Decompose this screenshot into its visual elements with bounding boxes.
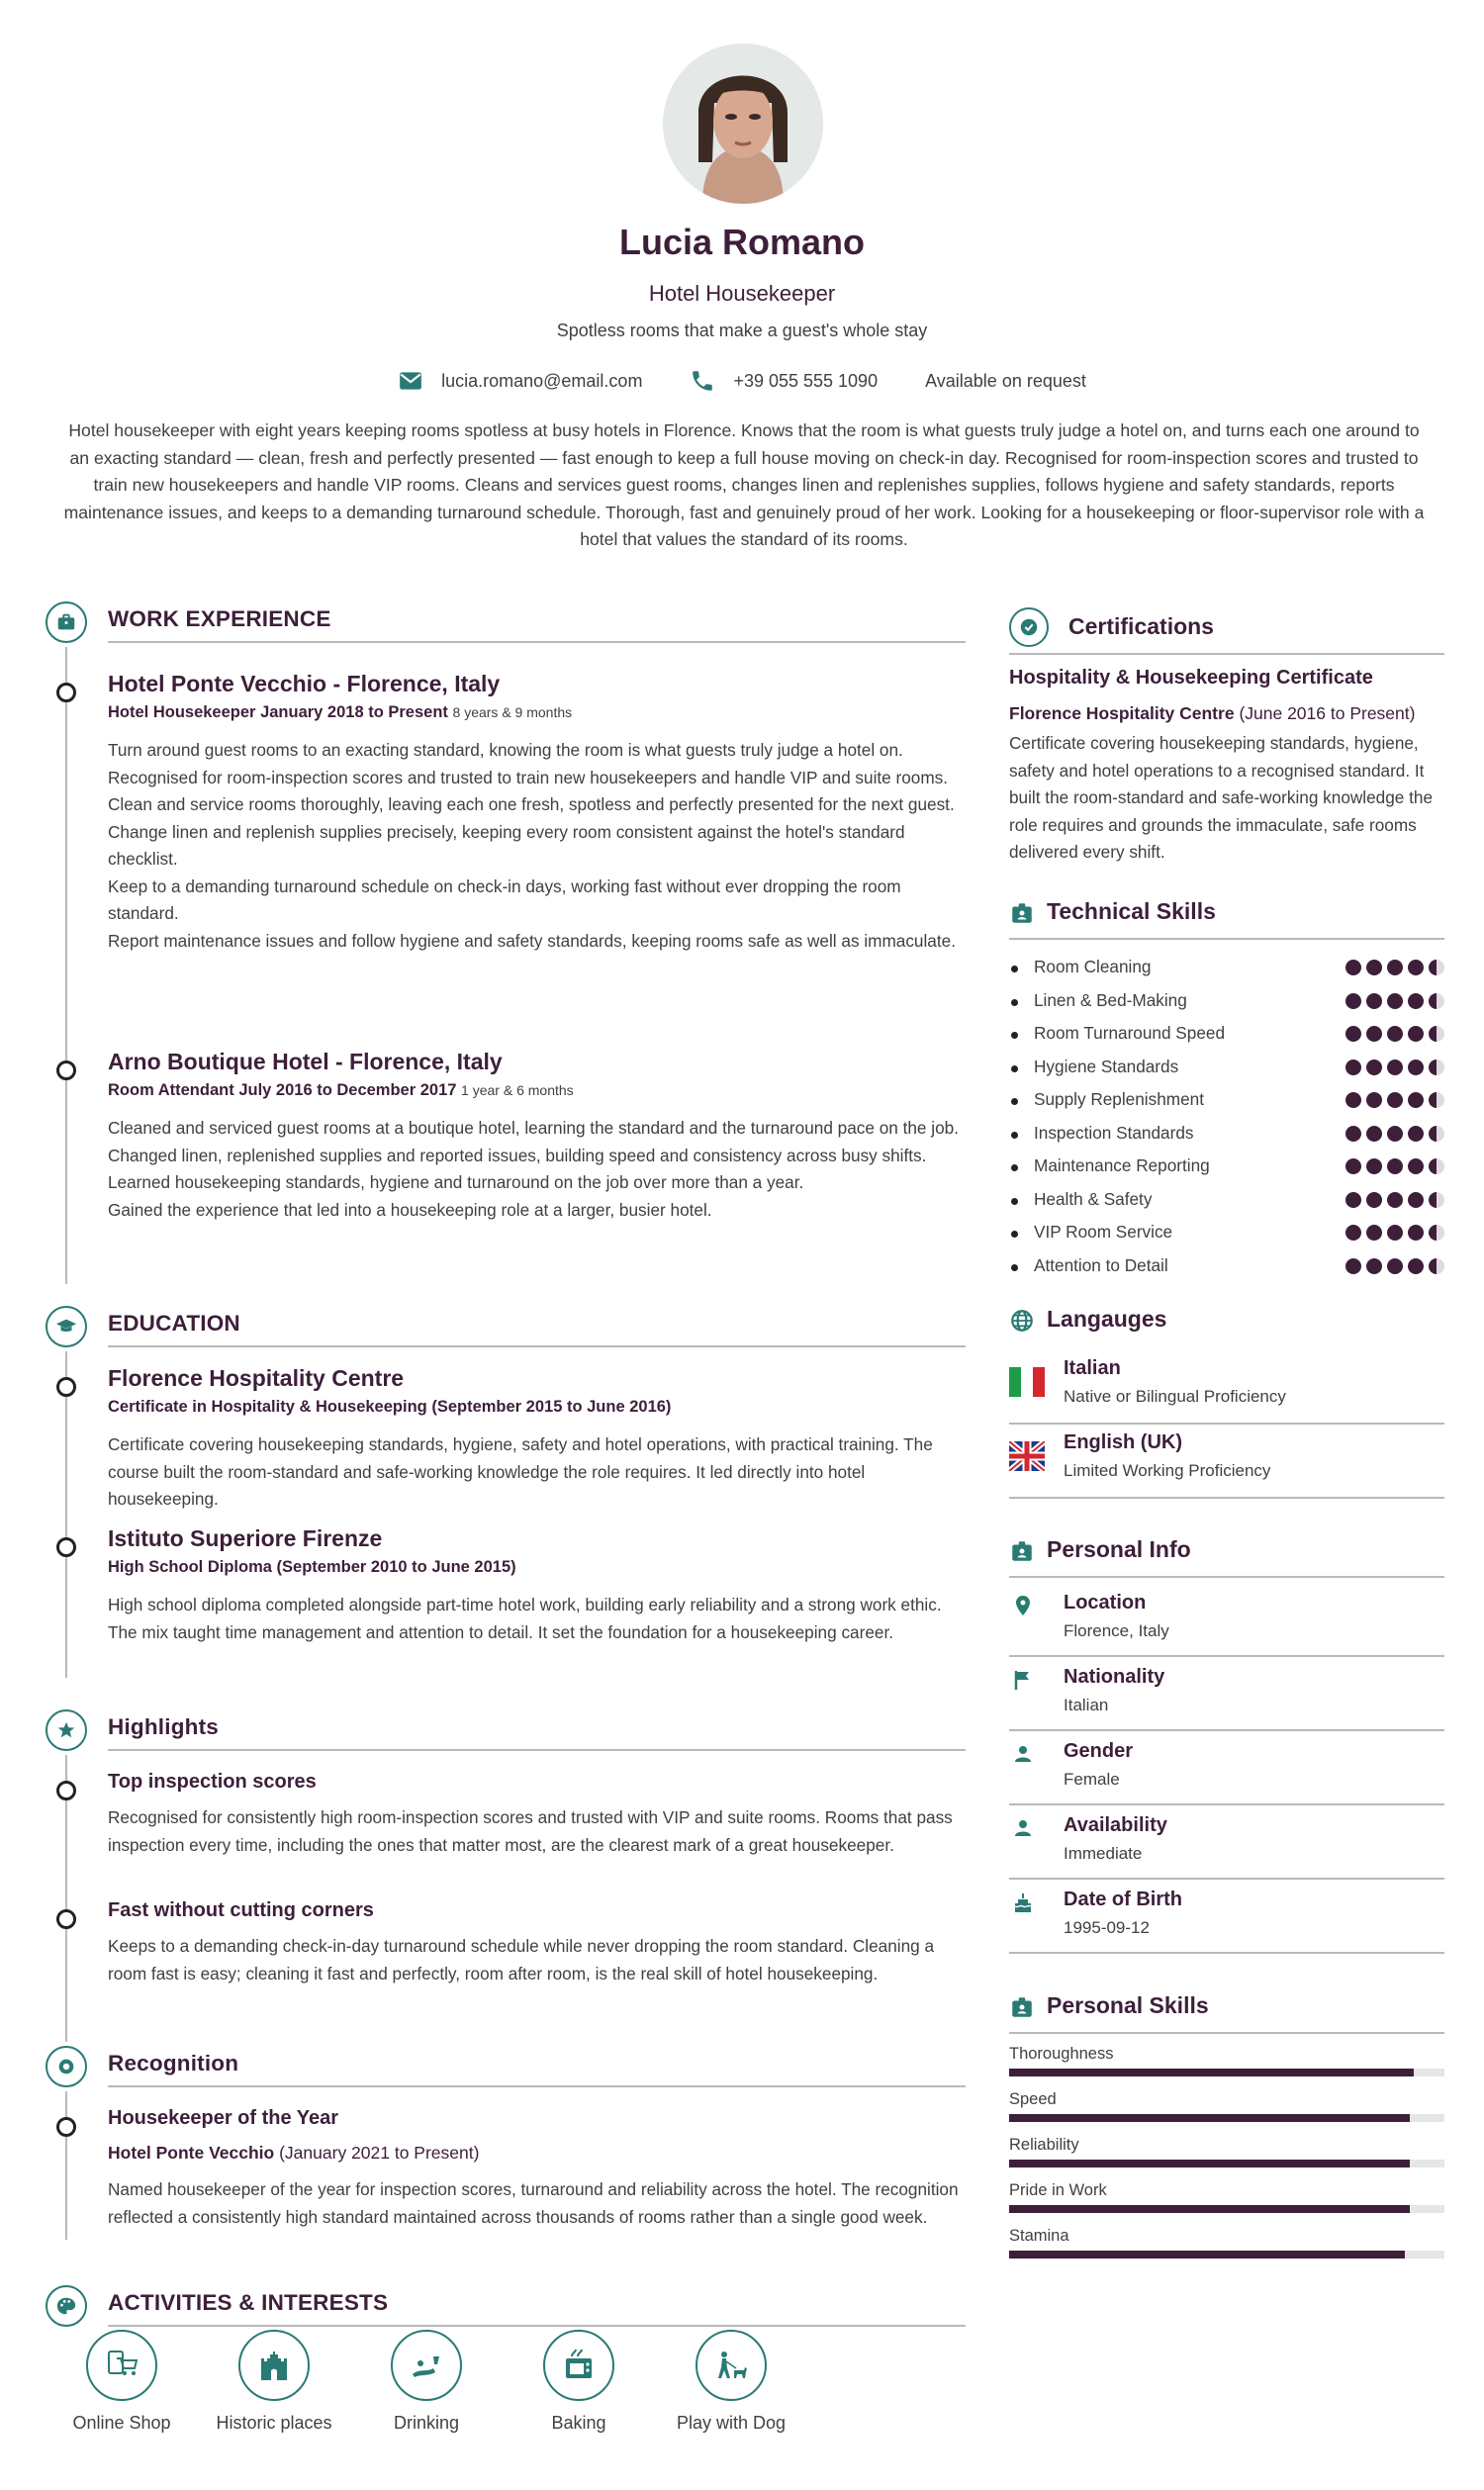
skill-rating <box>1345 1192 1444 1208</box>
skill-rating <box>1345 1126 1444 1142</box>
rating-dot <box>1408 1026 1424 1042</box>
award-dates: (January 2021 to Present) <box>279 2143 480 2163</box>
cake-icon <box>1011 1891 1035 1914</box>
rating-dot <box>1429 1092 1444 1108</box>
rating-dot <box>1429 1258 1444 1274</box>
rating-dot <box>1387 1258 1403 1274</box>
rating-dot <box>1345 1158 1361 1174</box>
item-divider <box>1009 1423 1444 1425</box>
skill-rating <box>1345 1026 1444 1042</box>
bullet-icon <box>1011 966 1018 972</box>
section-divider <box>108 2085 966 2087</box>
certificate-org: Florence Hospitality Centre <box>1009 703 1235 723</box>
phone-text: +39 055 555 1090 <box>733 370 879 391</box>
skill-bar-track <box>1009 2114 1444 2122</box>
technical-skill-item <box>1009 1155 1444 1179</box>
section-divider <box>1009 653 1444 655</box>
bullet-icon <box>1011 1132 1018 1139</box>
badge-check-icon <box>1009 607 1049 647</box>
technical-skill-item <box>1009 1123 1444 1147</box>
person-icon <box>1011 1742 1035 1766</box>
rating-dot <box>1408 1126 1424 1142</box>
award-org: Hotel Ponte Vecchio <box>108 2143 275 2163</box>
rating-dot <box>1345 960 1361 975</box>
contact-row <box>0 368 1484 394</box>
section-title: Recognition <box>108 2051 239 2075</box>
highlight-description: Recognised for consistently high room-inspection scores and trusted with VIP and suite rooms. Rooms that pass inspection every time, including the ones that matter most, are the clearest mark of a great housekeeper. <box>108 1807 953 1855</box>
info-value: Immediate <box>1064 1844 1143 1863</box>
bullet-icon <box>1011 1198 1018 1205</box>
info-value: 1995-09-12 <box>1064 1918 1150 1937</box>
dog-icon <box>696 2330 767 2401</box>
flag-icon <box>1011 1668 1035 1692</box>
availability-contact <box>925 371 1086 392</box>
globe-icon <box>1009 1308 1035 1334</box>
technical-skill-item <box>1009 1089 1444 1113</box>
skill-bar-fill <box>1009 2069 1414 2076</box>
interest-label: Baking <box>551 2413 606 2433</box>
rating-dot <box>1429 960 1444 975</box>
dates: (September 2010 to June 2015) <box>276 1558 516 1576</box>
skill-rating <box>1345 1158 1444 1174</box>
language-level: Native or Bilingual Proficiency <box>1064 1387 1286 1406</box>
rating-dot <box>1429 1192 1444 1208</box>
briefcase-icon <box>46 601 87 643</box>
timeline-dot <box>56 683 76 702</box>
rating-dot <box>1366 1126 1382 1142</box>
timeline-line <box>65 1351 67 1678</box>
section-title: Certifications <box>1068 613 1214 639</box>
bullet-icon <box>1011 1164 1018 1171</box>
certificate-org-line <box>1009 703 1415 724</box>
rating-dot <box>1408 1192 1424 1208</box>
info-label: Nationality <box>1064 1666 1165 1688</box>
phone-contact[interactable] <box>690 368 878 394</box>
skill-name: Attention to Detail <box>1034 1254 1168 1275</box>
interest-item <box>47 2330 196 2434</box>
section-title: Personal Info <box>1047 1536 1191 1562</box>
section-title: ACTIVITIES & INTERESTS <box>108 2290 389 2315</box>
id-badge-icon <box>1009 900 1035 926</box>
rating-dot <box>1366 993 1382 1009</box>
certificate-dates: (June 2016 to Present) <box>1239 703 1416 723</box>
skill-name: Supply Replenishment <box>1034 1089 1204 1109</box>
role: Hotel Housekeeper <box>108 703 256 721</box>
technical-skill-item <box>1009 1189 1444 1213</box>
rating-dot <box>1345 1225 1361 1241</box>
rating-dot <box>1429 1060 1444 1075</box>
bullet-icon <box>1011 999 1018 1006</box>
info-value: Florence, Italy <box>1064 1621 1169 1640</box>
skill-bar-track <box>1009 2160 1444 2167</box>
castle-icon <box>238 2330 310 2401</box>
rating-dot <box>1387 1126 1403 1142</box>
rating-dot <box>1345 1258 1361 1274</box>
skill-rating <box>1345 960 1444 975</box>
certificate-name: Hospitality & Housekeeping Certificate <box>1009 667 1373 689</box>
technical-skill-item <box>1009 1255 1444 1279</box>
rating-dot <box>1366 1225 1382 1241</box>
info-label: Availability <box>1064 1814 1167 1836</box>
info-label: Location <box>1064 1592 1147 1614</box>
info-value: Female <box>1064 1770 1120 1789</box>
rating-dot <box>1345 1192 1361 1208</box>
entry-description: Cleaned and serviced guest rooms at a boutique hotel, learning the standard and the turnaround pace on the job. Changed linen, replenished supplies and reported issues, building speed and consistency across busy shifts. Learned housekeeping standards, hygiene and turnaround on the job over more than a year. Gained the experience that led into a housekeeping role at a larger, busier hotel. <box>108 1118 959 1220</box>
skill-name: Inspection Standards <box>1034 1122 1194 1143</box>
rating-dot <box>1387 993 1403 1009</box>
technical-skill-item <box>1009 1222 1444 1245</box>
bullet-icon <box>1011 1098 1018 1105</box>
bullet-icon <box>1011 1264 1018 1271</box>
timeline-line <box>65 2091 67 2240</box>
rating-dot <box>1387 1158 1403 1174</box>
id-badge-icon <box>1009 1994 1035 2020</box>
info-label: Gender <box>1064 1740 1134 1762</box>
email-text: lucia.romano@email.com <box>441 370 643 391</box>
interest-label: Historic places <box>216 2413 332 2433</box>
skill-name: Health & Safety <box>1034 1188 1153 1209</box>
timeline-dot <box>56 1061 76 1080</box>
palette-icon <box>46 2285 87 2327</box>
role-line <box>108 703 572 722</box>
uk-flag-icon <box>1009 1441 1045 1471</box>
item-divider <box>1009 1803 1444 1805</box>
skill-name: Pride in Work <box>1009 2181 1107 2199</box>
interest-label: Play with Dog <box>676 2413 787 2433</box>
rating-dot <box>1408 1092 1424 1108</box>
info-label: Date of Birth <box>1064 1889 1182 1910</box>
rating-dot <box>1366 1192 1382 1208</box>
rating-dot <box>1366 1158 1382 1174</box>
rating-dot <box>1345 993 1361 1009</box>
star-hand-icon <box>46 1709 87 1751</box>
rating-dot <box>1387 1092 1403 1108</box>
rating-dot <box>1366 960 1382 975</box>
rating-dot <box>1345 1026 1361 1042</box>
graduation-cap-icon <box>46 1306 87 1347</box>
rating-dot <box>1408 1225 1424 1241</box>
rating-dot <box>1429 993 1444 1009</box>
highlight-title: Fast without cutting corners <box>108 1899 374 1921</box>
dates: January 2018 to Present <box>260 703 448 721</box>
duration: 1 year & 6 months <box>461 1082 574 1098</box>
email-icon <box>398 368 423 394</box>
section-divider <box>108 641 966 643</box>
info-value: Italian <box>1064 1696 1109 1714</box>
skill-rating <box>1345 993 1444 1009</box>
technical-skill-item <box>1009 1057 1444 1080</box>
language-name: Italian <box>1064 1357 1121 1379</box>
rating-dot <box>1429 1026 1444 1042</box>
skill-bar-fill <box>1009 2205 1410 2213</box>
interest-label: Drinking <box>393 2413 460 2433</box>
section-divider <box>1009 938 1444 940</box>
highlight-title: Top inspection scores <box>108 1771 317 1793</box>
skill-name: Stamina <box>1009 2227 1069 2245</box>
degree-line <box>108 1398 671 1417</box>
highlight-description: Keeps to a demanding check-in-day turnaround schedule while never dropping the room standard. Cleaning a room fast is easy; cleaning it fast and perfectly, room after room, is the real skill of hotel housekeeping. <box>108 1936 935 1983</box>
interest-label: Online Shop <box>72 2413 171 2433</box>
section-title: WORK EXPERIENCE <box>108 606 331 631</box>
timeline-dot <box>56 1377 76 1397</box>
rating-dot <box>1408 993 1424 1009</box>
bullet-icon <box>1011 1065 1018 1072</box>
skill-bar-fill <box>1009 2114 1410 2122</box>
degree-line <box>108 1558 516 1577</box>
location-pin-icon <box>1011 1594 1035 1617</box>
phone-icon <box>690 368 715 394</box>
bullet-icon <box>1011 1032 1018 1039</box>
duration: 8 years & 9 months <box>452 704 573 720</box>
section-title: Technical Skills <box>1047 898 1216 924</box>
tagline: Spotless rooms that make a guest's whole stay <box>556 321 928 340</box>
section-divider <box>1009 2032 1444 2034</box>
technical-skill-item <box>1009 990 1444 1014</box>
degree: Certificate in Hospitality & Housekeeping <box>108 1398 427 1416</box>
rating-dot <box>1345 1126 1361 1142</box>
skill-bar-fill <box>1009 2251 1405 2259</box>
skill-bar-track <box>1009 2205 1444 2213</box>
skill-bar-fill <box>1009 2160 1410 2167</box>
item-divider <box>1009 1729 1444 1731</box>
employer-title: Hotel Ponte Vecchio - Florence, Italy <box>108 671 501 696</box>
rating-dot <box>1408 1060 1424 1075</box>
skill-name: Maintenance Reporting <box>1034 1155 1210 1175</box>
id-badge-icon <box>1009 1538 1035 1564</box>
technical-skill-item <box>1009 957 1444 980</box>
interest-item <box>505 2330 653 2434</box>
availability-text: Available on request <box>925 370 1086 391</box>
rating-dot <box>1387 960 1403 975</box>
item-divider <box>1009 1655 1444 1657</box>
rating-dot <box>1408 1258 1424 1274</box>
oven-icon <box>543 2330 614 2401</box>
award-org-line <box>108 2143 479 2164</box>
item-divider <box>1009 1497 1444 1499</box>
skill-bar-track <box>1009 2069 1444 2076</box>
language-level: Limited Working Proficiency <box>1064 1461 1271 1480</box>
skill-rating <box>1345 1060 1444 1075</box>
rating-dot <box>1408 1158 1424 1174</box>
rating-dot <box>1387 1026 1403 1042</box>
award-title: Housekeeper of the Year <box>108 2107 339 2129</box>
candidate-name: Lucia Romano <box>618 222 866 262</box>
skill-name: Thoroughness <box>1009 2045 1114 2063</box>
rating-dot <box>1345 1060 1361 1075</box>
item-divider <box>1009 1952 1444 1954</box>
rating-dot <box>1387 1225 1403 1241</box>
drinking-icon <box>391 2330 462 2401</box>
section-divider <box>108 2325 966 2327</box>
interest-item <box>657 2330 805 2434</box>
skill-rating <box>1345 1258 1444 1274</box>
rating-dot <box>1366 1060 1382 1075</box>
interest-item <box>352 2330 501 2434</box>
timeline-dot <box>56 2117 76 2137</box>
rating-dot <box>1429 1126 1444 1142</box>
employer-title: Arno Boutique Hotel - Florence, Italy <box>108 1049 503 1074</box>
skill-name: Room Cleaning <box>1034 957 1152 976</box>
section-title: Highlights <box>108 1714 219 1739</box>
rating-dot <box>1366 1026 1382 1042</box>
rating-dot <box>1429 1158 1444 1174</box>
bullet-icon <box>1011 1231 1018 1238</box>
entry-description: High school diploma completed alongside part-time hotel work, building early reliability and a strong work ethic. The mix taught time management and attention to detail. It set the foundation for a housekeeping career. <box>108 1595 942 1642</box>
skill-name: Linen & Bed-Making <box>1034 989 1187 1010</box>
skill-name: Room Turnaround Speed <box>1034 1023 1226 1043</box>
degree: High School Diploma <box>108 1558 272 1576</box>
interest-item <box>200 2330 348 2434</box>
school-title: Istituto Superiore Firenze <box>108 1525 383 1551</box>
section-divider <box>1009 1576 1444 1578</box>
profile-photo <box>663 44 823 204</box>
person-icon <box>1011 1816 1035 1840</box>
rating-dot <box>1429 1225 1444 1241</box>
technical-skill-item <box>1009 1023 1444 1047</box>
item-divider <box>1009 1878 1444 1880</box>
profile-summary: Hotel housekeeper with eight years keeping rooms spotless at busy hotels in Florence. Knows that the room is what guests truly judge a hotel on, and turns each one around to an exacting standard — clean, fresh and perfectly presented — fast enough to keep a full house moving on check-in day. Recognised for room-inspection scores and trusted to train new housekeepers and handle VIP rooms. Cleans and services guest rooms, changes linen and replenishes supplies, follows hygiene and safety standards, reports maintenance issues, and keeps to a demanding turnaround schedule. Thorough, fast and genuinely proud of her work. Looking for a housekeeping or floor-supervisor role with a hotel that values the standard of its rooms. <box>63 420 1425 550</box>
section-divider <box>108 1749 966 1751</box>
skill-rating <box>1345 1092 1444 1108</box>
skill-name: Speed <box>1009 2090 1057 2108</box>
skill-name: Reliability <box>1009 2136 1079 2154</box>
role: Room Attendant <box>108 1081 234 1099</box>
timeline-dot <box>56 1781 76 1800</box>
skill-rating <box>1345 1225 1444 1241</box>
award-icon <box>46 2046 87 2087</box>
timeline-dot <box>56 1909 76 1929</box>
section-title: Personal Skills <box>1047 1992 1209 2018</box>
email-contact[interactable] <box>398 368 642 394</box>
school-title: Florence Hospitality Centre <box>108 1365 405 1391</box>
rating-dot <box>1345 1092 1361 1108</box>
italy-flag-icon <box>1009 1367 1045 1397</box>
entry-description: Certificate covering housekeeping standards, hygiene, safety and hotel operations, with practical training. The course built the room-standard and safe-working knowledge the role requires. It led directly into hotel housekeeping. <box>108 1434 933 1509</box>
rating-dot <box>1366 1092 1382 1108</box>
section-divider <box>108 1345 966 1347</box>
rating-dot <box>1387 1060 1403 1075</box>
dates: July 2016 to December 2017 <box>238 1081 457 1099</box>
dates: (September 2015 to June 2016) <box>431 1398 672 1416</box>
certificate-description: Certificate covering housekeeping standards, hygiene, safety and hotel operations to a recognised standard. It built the room-standard and safe-working knowledge the role requires and grounds the immaculate, safe rooms delivered every shift. <box>1009 733 1434 863</box>
language-name: English (UK) <box>1064 1431 1182 1453</box>
timeline-line <box>65 647 67 1284</box>
rating-dot <box>1408 960 1424 975</box>
skill-bar-track <box>1009 2251 1444 2259</box>
rating-dot <box>1366 1258 1382 1274</box>
skill-name: VIP Room Service <box>1034 1222 1173 1242</box>
job-title: Hotel Housekeeper <box>648 281 836 306</box>
timeline-dot <box>56 1537 76 1557</box>
shopping-cart-icon <box>86 2330 157 2401</box>
rating-dot <box>1387 1192 1403 1208</box>
role-line <box>108 1081 574 1100</box>
entry-description: Turn around guest rooms to an exacting standard, knowing the room is what guests truly judge a hotel on. Recognised for room-inspection scores and trusted to train new housekeepers and handle VIP and suite rooms. Clean and service rooms thoroughly, leaving each one fresh, spotless and perfectly presented for the next guest. Change linen and replenish supplies precisely, keeping every room consistent against the hotel's standard checklist. Keep to a demanding turnaround schedule on check-in days, working fast without ever dropping the room standard. Report maintenance issues and follow hygiene and safety standards, keeping rooms safe as well as immaculate. <box>108 740 956 951</box>
skill-name: Hygiene Standards <box>1034 1056 1179 1076</box>
award-description: Named housekeeper of the year for inspection scores, turnaround and reliability across the hotel. The recognition reflected a consistently high standard maintained across thousands of rooms rather than a single good week. <box>108 2179 959 2227</box>
section-title: EDUCATION <box>108 1311 240 1336</box>
section-title: Langauges <box>1047 1306 1167 1332</box>
